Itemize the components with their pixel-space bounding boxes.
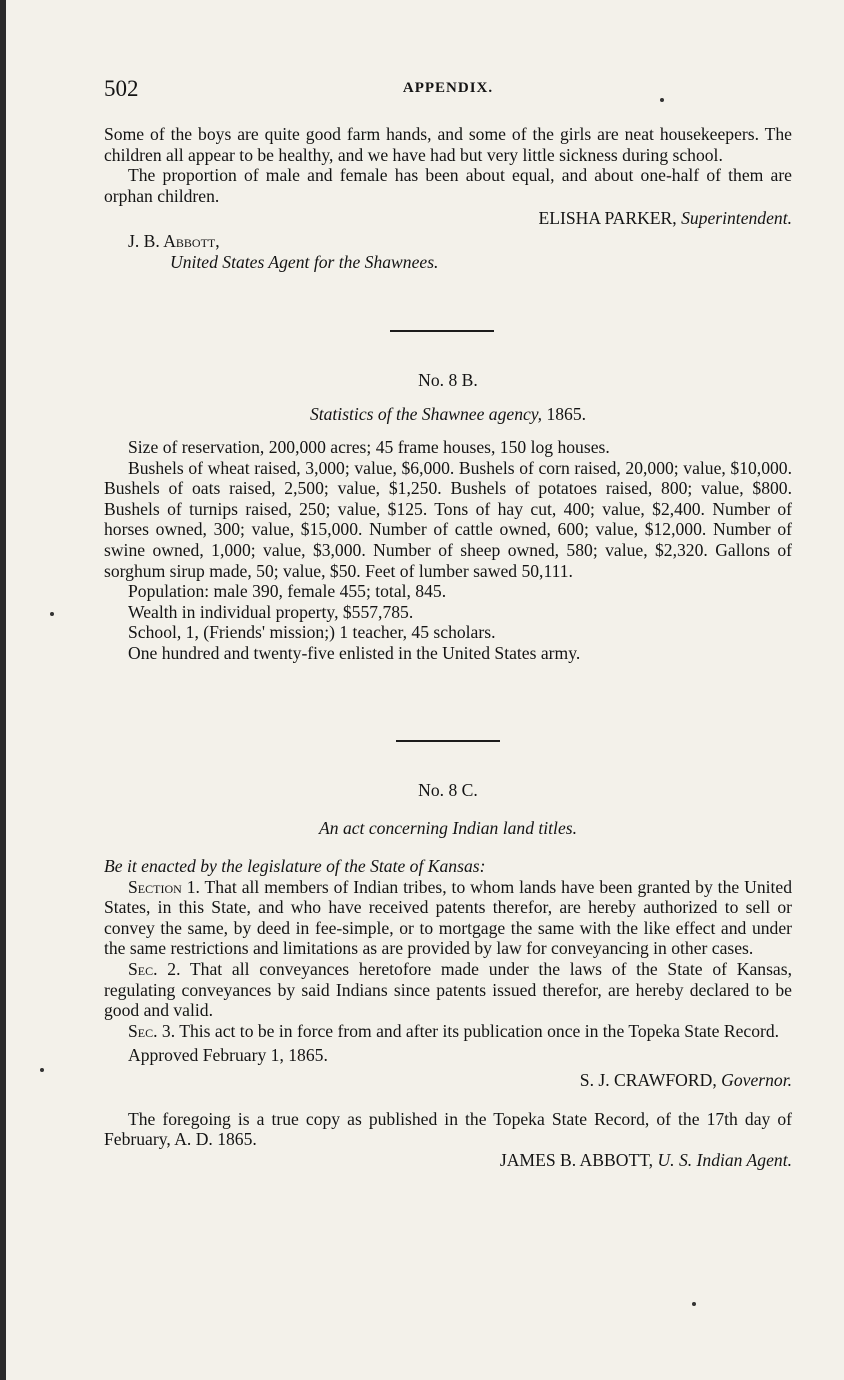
scan-edge xyxy=(0,0,6,1380)
ink-speck xyxy=(40,1068,44,1072)
act-section-3: Sec. 3. This act to be in force from and after its publication once in the Topeka State Record. xyxy=(128,1020,780,1041)
signature-name: ELISHA PARKER, xyxy=(538,208,677,229)
ink-speck xyxy=(692,1302,696,1306)
approval-date: Approved February 1, 1865. xyxy=(128,1045,328,1066)
statistics-line: Size of reservation, 200,000 acres; 45 frame houses, 150 log houses. xyxy=(128,437,610,457)
section-8c-heading: No. 8 C. xyxy=(418,780,478,800)
enacting-clause: Be it enacted by the legislature of the State of Kansas: xyxy=(104,856,486,876)
section-8c-caption: An act concerning Indian land titles. xyxy=(319,818,577,838)
letter-paragraph-1: Some of the boys are quite good farm hands, and some of the girls are neat housekeepers. The children all appear to be healthy, and we have had but very little sickness during school. xyxy=(104,124,792,165)
ink-speck xyxy=(50,612,54,616)
section-8b-heading: No. 8 B. xyxy=(418,370,478,390)
section-divider xyxy=(396,740,500,742)
superintendent-signature xyxy=(104,208,792,229)
running-title: APPENDIX. xyxy=(402,80,494,96)
section-divider xyxy=(390,330,494,332)
certification: The foregoing is a true copy as published in the Topeka State Record, of the 17th day of February, A. D. 1865. xyxy=(104,1108,792,1150)
page-header xyxy=(104,76,792,110)
act-section-1: Section 1. That all members of Indian tribes, to whom lands have been granted by the United States, in this State, and who have received patents therefor, are hereby authorized to sell or convey the same, by deed in fee-simple, or to mortgage the same with the like effect and under the same restrictions and limitations as are provided by law for conveyancing in other cases. xyxy=(104,876,792,959)
agency-statistics xyxy=(104,437,792,664)
letter-paragraph-2: The proportion of male and female has been about equal, and about one-half of them are orphan children. xyxy=(104,165,792,206)
statistics-line: Population: male 390, female 455; total, 845. xyxy=(128,581,447,602)
governor-signature: S. J. CRAWFORD, Governor. xyxy=(579,1069,792,1090)
statistics-line: Bushels of wheat raised, 3,000; value, $6,000. Bushels of corn raised, 20,000; value, $10,000. Bushels of oats raised, 2,500; value, $1,250. Bushels of potatoes raised, 800; value, $800. Bushels of turnips raised, 250; value, $125. Tons of hay cut, 400; value, $2,400. Number of horses owned, 300; value, $15,000. Number of cattle owned, 600; value, $12,000. Number of swine owned, 1,000; value, $3,000. Number of sheep owned, 580; value, $2,320. Gallons of sorghum sirup made, 50; value, $50. Feet of lumber sawed 50,111. xyxy=(104,457,792,581)
agent-signature: JAMES B. ABBOTT, U. S. Indian Agent. xyxy=(499,1149,792,1170)
statistics-line: Wealth in individual property, $557,785. xyxy=(128,601,414,622)
signature-title: Superintendent. xyxy=(681,208,792,229)
addressee-title: United States Agent for the Shawnees. xyxy=(170,251,439,272)
addressee-name: J. B. Abbott, xyxy=(128,230,220,251)
ink-speck xyxy=(660,98,664,102)
letter-closing xyxy=(104,124,792,272)
section-8b-caption: Statistics of the Shawnee agency, 1865. xyxy=(309,404,587,424)
page-number: 502 xyxy=(104,76,139,101)
statistics-line: One hundred and twenty-five enlisted in the United States army. xyxy=(128,642,581,663)
statistics-line: School, 1, (Friends' mission;) 1 teacher, 45 scholars. xyxy=(128,622,496,643)
act-section-2: Sec. 2. That all conveyances heretofore made under the laws of the State of Kansas, regulating conveyances by said Indians since patents issued therefor, are hereby declared to be good and valid. xyxy=(104,958,792,1021)
act-text xyxy=(104,856,792,1170)
